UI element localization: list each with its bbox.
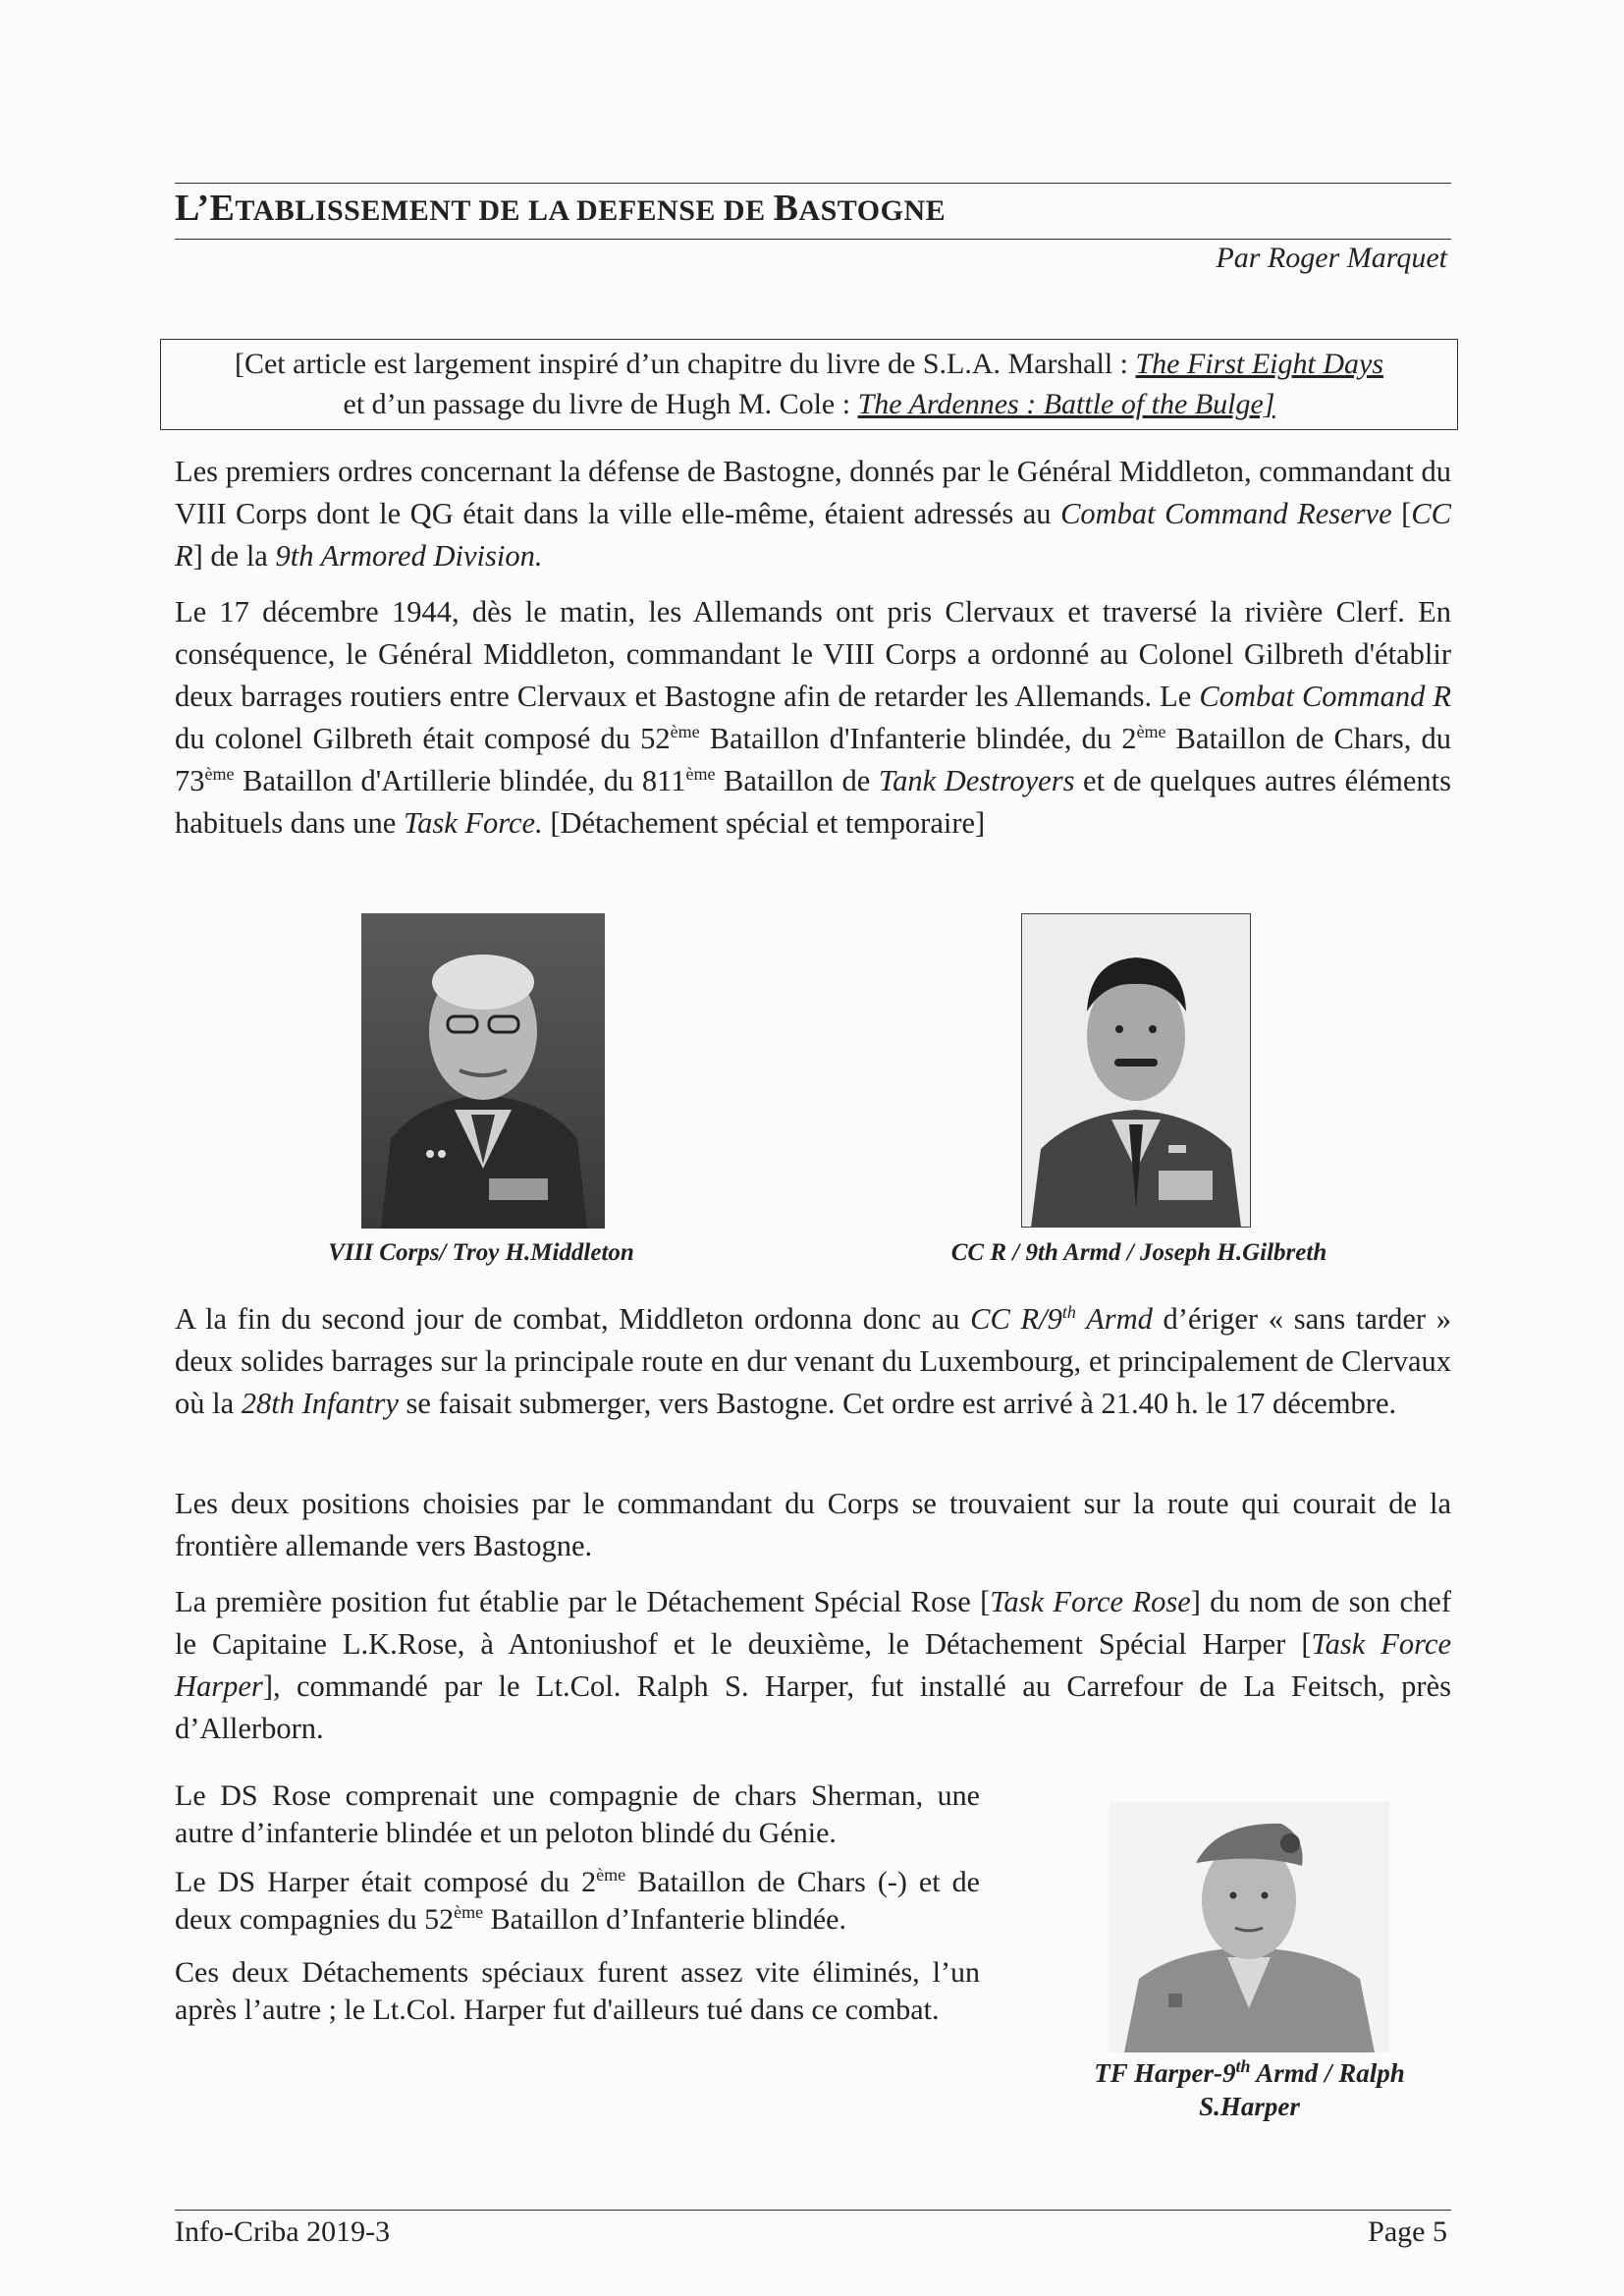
- title-part: TABLISSEMENT: [235, 194, 471, 227]
- book-title-marshall: The First Eight Days: [1135, 348, 1383, 380]
- book-title-cole: The Ardennes : Battle of the Bulge]: [857, 388, 1275, 420]
- caption-harper-line-1: TF Harper-9th Armd / Ralph: [1094, 2056, 1405, 2088]
- caption-middleton: VIII Corps/ Troy H.Middleton: [328, 1239, 634, 1266]
- source-note-line-2: et d’un passage du livre de Hugh M. Cole : The Ardennes : Battle of the Bulge]: [343, 388, 1275, 420]
- caption-harper-line-2: S.Harper: [1199, 2092, 1300, 2121]
- title-part: ASTOGNE: [798, 194, 947, 227]
- article-title: [175, 185, 1451, 235]
- caption-gilbreth: CC R / 9th Armd / Joseph H.Gilbreth: [950, 1239, 1327, 1266]
- author-byline: Par Roger Marquet: [1216, 242, 1447, 274]
- footer-page-number: Page 5: [1368, 2215, 1447, 2248]
- paragraph-6: Le DS Rose comprenait une compagnie de chars Sherman, une autre d’infanterie blindée et un peloton blindé du Génie.: [175, 1779, 980, 1849]
- source-note-line-1: [Cet article est largement inspiré d’un chapitre du livre de S.L.A. Marshall : The First Eight Days: [234, 348, 1383, 380]
- source-note-box: [160, 339, 1458, 430]
- paragraph-1: Les premiers ordres concernant la défense de Bastogne, donnés par le Général Middleton, commandant du VIII Corps dont le QG était dans la ville elle-même, étaient adressés au Combat Command Reserve [CC R] de la 9th Armored Division.: [175, 455, 1451, 573]
- title-part: B: [773, 188, 799, 229]
- footer-rule: [175, 2210, 1451, 2211]
- paragraph-3: A la fin du second jour de combat, Middleton ordonna donc au CC R/9th Armd d’ériger « sans tarder » deux solides barrages sur la principale route en dur venant du Luxembourg, et principalement de Clervaux où la 28th Infantry se faisait submerger, vers Bastogne. Cet ordre est arrivé à 21.40 h. le 17 décembre.: [175, 1301, 1451, 1420]
- paragraph-5: La première position fut établie par le Détachement Spécial Rose [Task Force Rose] du nom de son chef le Capitaine L.K.Rose, à Antoniushof et le deuxième, le Détachement Spécial Harper [Task Force Harper], commandé par le Lt.Col. Ralph S. Harper, fut installé au Carrefour de La Feitsch, près d’Allerborn.: [175, 1585, 1451, 1745]
- paragraph-2: Le 17 décembre 1944, dès le matin, les Allemands ont pris Clervaux et traversé la rivière Clerf. En conséquence, le Général Middleton, commandant le VIII Corps a ordonné au Colonel Gilbreth d'établir deux barrages routiers entre Clervaux et Bastogne afin de retarder les Allemands. Le Combat Command R du colonel Gilbreth était composé du 52ème Bataillon d'Infanterie blindée, du 2ème Bataillon de Chars, du 73ème Bataillon d'Artillerie blindée, du 811ème Bataillon de Tank Destroyers et de quelques autres éléments habituels dans une Task Force. [Détachement spécial et temporaire]: [175, 595, 1452, 840]
- caption-harper: [1031, 2056, 1468, 2123]
- paragraph-7: Le DS Harper était composé du 2ème Bataillon de Chars (-) et de deux compagnies du 52ème Bataillon d’Infanterie blindée.: [175, 1865, 980, 1936]
- photo-gilbreth: [1021, 913, 1251, 1228]
- photo-middleton: [361, 913, 605, 1229]
- paragraph-8: Ces deux Détachements spéciaux furent assez vite éliminés, l’un après l’autre ; le Lt.Col. Harper fut d'ailleurs tué dans ce combat.: [175, 1956, 980, 2026]
- title-part: L’E: [175, 188, 236, 229]
- title-underline-rule: [175, 239, 1451, 240]
- paragraph-4: Les deux positions choisies par le commandant du Corps se trouvaient sur la route qui courait de la frontière allemande vers Bastogne.: [175, 1487, 1451, 1562]
- photo-harper: [1110, 1802, 1389, 2052]
- title-part: DE LA DEFENSE DE: [470, 194, 774, 227]
- header-top-rule: [175, 183, 1451, 184]
- footer-publication: Info-Criba 2019-3: [175, 2215, 391, 2248]
